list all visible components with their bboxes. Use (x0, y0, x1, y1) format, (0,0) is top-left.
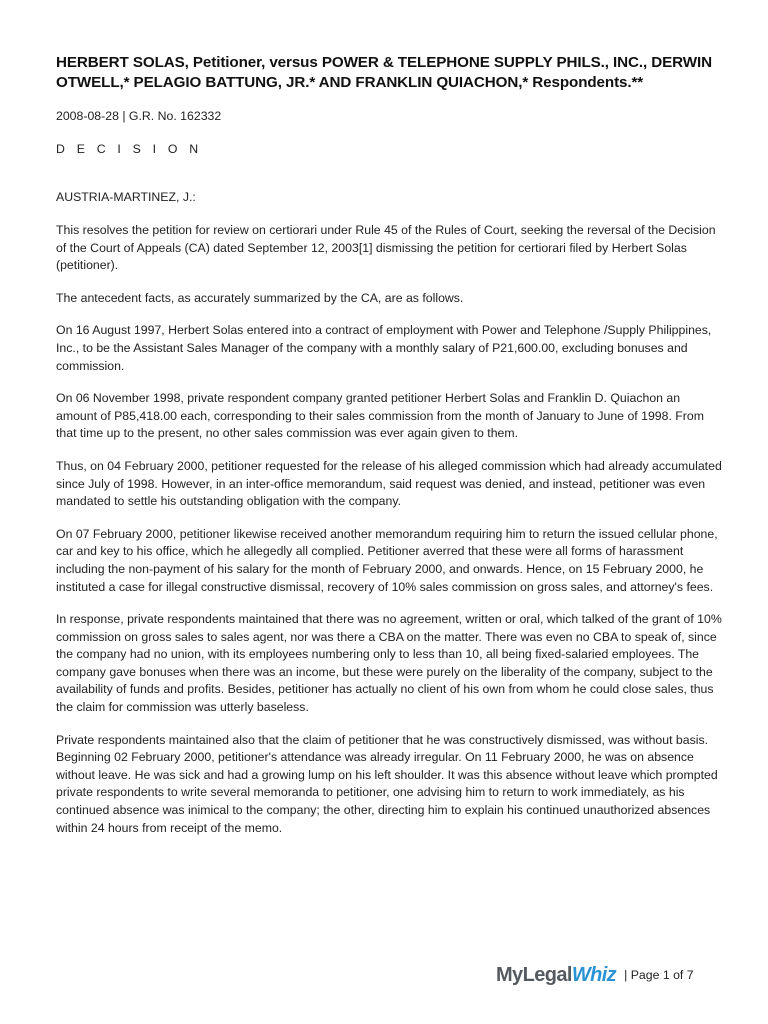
case-date-and-number: 2008-08-28 | G.R. No. 162332 (56, 109, 222, 123)
document-page (56, 53, 724, 852)
paragraph-4: On 06 November 1998, private respondent company granted petitioner Herbert Solas and Franklin D. Quiachon an amount of P85,418.00 each, corresponding to their sales commission from the month of January to June of 1998. From that time up to the present, no other sales commission was ever again given to them. (56, 391, 704, 441)
paragraph-1: This resolves the petition for review on certiorari under Rule 45 of the Rules of Court, seeking the reversal of the Decision of the Court of Appeals (CA) dated September 12, 2003[1] dismissing the petition for certiorari filed by Herbert Solas (petitioner). (56, 223, 716, 273)
ponente: AUSTRIA-MARTINEZ, J.: (56, 190, 196, 204)
paragraph-3: On 16 August 1997, Herbert Solas entered into a contract of employment with Power and Telephone /Supply Philippines, Inc., to be the Assistant Sales Manager of the company with a monthly salary of P21,600.00, excluding bonuses and commission. (56, 323, 712, 373)
paragraph-7: In response, private respondents maintained that there was no agreement, written or oral, which talked of the grant of 10% commission on gross sales to sales agent, nor was there a CBA on the matter. There was even no CBA to speak of, since the company had no union, with its employees numbering only to less than 10, all being fixed-salaried employees. The company gave bonuses when there was an income, but these were purely on the liberality of the company, subject to the availability of funds and profits. Besides, petitioner has actually no client of his own from whom he could close sales, thus the claim for commission was utterly baseless. (56, 612, 722, 715)
page-footer (496, 963, 694, 987)
paragraph-6: On 07 February 2000, petitioner likewise received another memorandum requiring him to return the issued cellular phone, car and key to his office, which he allegedly all complied. Petitioner averred that these were all forms of harassment including the non-payment of his salary for the month of February 2000, and onwards. Hence, on 15 February 2000, he instituted a case for illegal constructive dismissal, recovery of 10% sales commission on gross sales, and attorney's fees. (56, 526, 718, 594)
paragraph-5: Thus, on 04 February 2000, petitioner requested for the release of his alleged commission which had already accumulated since July of 1998. However, in an inter-office memorandum, said request was denied, and instead, petitioner was even mandated to settle his outstanding obligation with the company. (56, 458, 722, 509)
logo-text-my: MyLegal (496, 963, 572, 986)
paragraph-8: Private respondents maintained also that the claim of petitioner that he was constructively dismissed, was without basis. Beginning 02 February 2000, petitioner's attendance was already irregular. On 11 February 2000, he was on absence without leave. He was sick and had a growing lump on his left shoulder. It was this absence without leave which prompted private respondents to write several memoranda to petitioner, one advising him to return to work immediately, as his continued absence was inimical to the company; the other, directing him to explain his continued unauthorized absences within 24 hours from receipt of the memo. (56, 732, 718, 835)
logo-text-whiz: Whiz (571, 963, 617, 986)
decision-heading: D E C I S I O N (56, 142, 203, 156)
paragraph-2: The antecedent facts, as accurately summarized by the CA, are as follows. (56, 290, 464, 305)
mylegalwhiz-logo[interactable] (496, 964, 616, 987)
page-number: | Page 1 of 7 (624, 968, 694, 982)
case-title: HERBERT SOLAS, Petitioner, versus POWER & TELEPHONE SUPPLY PHILS., INC., DERWIN OTWELL,* PELAGIO BATTUNG, JR.* AND FRANKLIN QUIACHON,* Respondents.** (56, 54, 712, 91)
